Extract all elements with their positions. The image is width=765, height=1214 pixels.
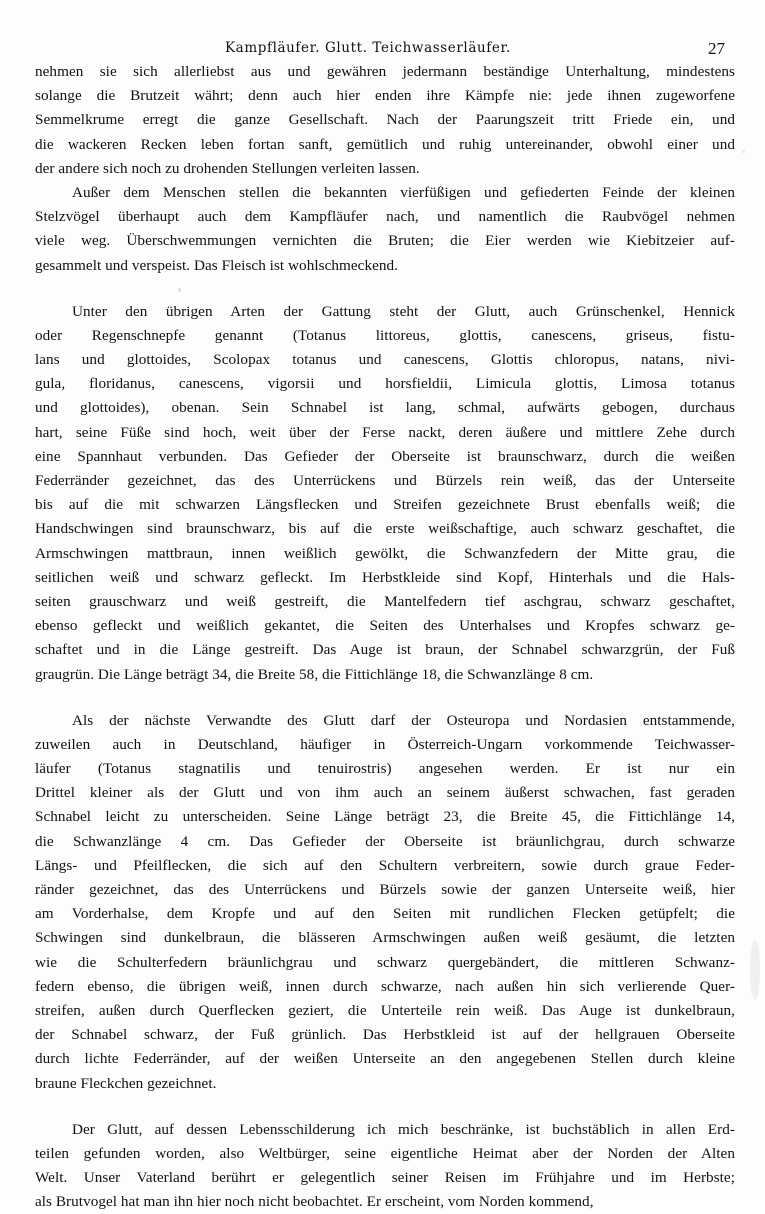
text-line: gula, floridanus, canescens, vigorsii und horsfieldii, Limicula glottis, Limosa totanus xyxy=(35,375,735,393)
paragraph xyxy=(35,300,735,687)
text-line: gesammelt und verspeist. Das Fleisch ist wohlschmeckend. xyxy=(35,256,399,274)
text-line: der andere sich noch zu drohenden Stellungen verleiten lassen. xyxy=(35,159,420,177)
text-line: solange die Brutzeit währt; denn auch hier enden ihre Kämpfe nie: jede ihnen zugeworfene xyxy=(35,87,735,105)
text-line: ränder gezeichnet, das des Unterrückens und Bürzels sowie der ganzen Unterseite weiß, hier xyxy=(35,881,735,898)
text-line: braune Fleckchen gezeichnet. xyxy=(35,1074,217,1092)
running-head: Kampfläufer. Glutt. Teichwasserläufer. xyxy=(225,40,511,56)
text-line: Der Glutt, auf dessen Lebensschilderung ich mich beschränke, ist buchstäblich in allen Erd- xyxy=(72,1120,735,1138)
text-line: Unter den übrigen Arten der Gattung steht der Glutt, auch Grünschenkel, Hennick xyxy=(72,302,735,320)
text-line: Semmelkrume erregt die ganze Gesellschaft. Nach der Paarungszeit tritt Friede ein, und xyxy=(35,111,735,129)
text-line: und glottoides), obenan. Sein Schnabel ist lang, schmal, aufwärts gebogen, durchaus xyxy=(35,399,735,417)
page-number: 27 xyxy=(708,39,725,58)
text-line: Drittel kleiner als der Glutt und von ihm auch an seinem äußerst schwachen, fast geraden xyxy=(35,784,735,802)
text-line: durch lichte Federränder, auf der weißen Unterseite an den angegebenen Stellen durch kleine xyxy=(35,1050,735,1068)
text-line: Schnabel leicht zu unterscheiden. Seine Länge beträgt 23, die Breite 45, die Fittichlänge 14, xyxy=(35,808,735,826)
paragraph xyxy=(35,181,735,278)
text-line: teilen gefunden worden, also Weltbürger, seine eigentliche Heimat aber der Norden der Alten xyxy=(35,1144,735,1162)
text-line: Schwingen sind dunkelbraun, die blässeren Armschwingen außen weiß gesäumt, die letzten xyxy=(35,929,735,947)
body-text xyxy=(35,60,735,1214)
text-line: eine Spannhaut verbunden. Das Gefieder der Oberseite ist braunschwarz, durch die weißen xyxy=(35,447,735,465)
text-line: läufer (Totanus stagnatilis und tenuirostris) angesehen werden. Er ist nur ein xyxy=(35,760,735,778)
text-line: oder Regenschnepfe genannt (Totanus littoreus, glottis, canescens, griseus, fistu- xyxy=(35,326,735,344)
text-line: die Schwanzlänge 4 cm. Das Gefieder der Oberseite ist bräunlichgrau, durch schwarze xyxy=(35,832,735,850)
text-line: nehmen sie sich allerliebst aus und gewähren jedermann beständige Unterhaltung, mindestens xyxy=(35,63,735,80)
text-line: ebenso gefleckt und weißlich gekantet, die Seiten des Unterhalses und Kropfes schwarz ge- xyxy=(35,617,735,635)
scan-speck xyxy=(742,150,745,153)
text-line: als Brutvogel hat man ihn hier noch nicht beobachtet. Er erscheint, vom Norden kommend, xyxy=(35,1193,594,1211)
paragraph-spacer xyxy=(35,1096,735,1118)
text-line: federn ebenso, die übrigen weiß, innen durch schwarze, nach außen hin sich verlierende Quer- xyxy=(35,977,735,995)
text-line: die wackeren Recken leben fortan sanft, gemütlich und ruhig untereinander, obwohl einer und xyxy=(35,135,735,153)
text-line: streifen, außen durch Querflecken geziert, die Unterteile rein weiß. Das Auge ist dunkelbraun, xyxy=(35,1001,735,1019)
text-line: hart, seine Füße sind hoch, weit über der Ferse nackt, deren äußere und mittlere Zehe durch xyxy=(35,423,735,441)
text-line: Armschwingen mattbraun, innen weißlich gewölkt, die Schwanzfedern der Mitte grau, die xyxy=(35,544,735,562)
text-line: am Vorderhalse, dem Kropfe und auf den Seiten mit rundlichen Flecken getüpfelt; die xyxy=(35,905,735,923)
scan-speck xyxy=(750,940,760,1000)
text-line: Handschwingen sind braunschwarz, bis auf die erste weißschaftige, auch schwarz geschaftet, die xyxy=(35,520,735,538)
text-line: viele weg. Überschwemmungen vernichten die Bruten; die Eier werden wie Kiebitzeier auf- xyxy=(35,232,735,250)
paragraph xyxy=(35,709,735,1096)
scan-speck xyxy=(178,288,181,292)
text-line: Federränder gezeichnet, das des Unterrückens und Bürzels rein weiß, das der Unterseite xyxy=(35,472,735,489)
text-line: wie die Schulterfedern bräunlichgrau und schwarz quergebändert, die mittleren Schwanz- xyxy=(35,953,735,971)
text-line: Längs- und Pfeilflecken, die sich auf den Schultern verbreitern, sowie durch graue Feder- xyxy=(35,856,735,874)
text-line: Als der nächste Verwandte des Glutt darf der Osteuropa und Nordasien entstammende, xyxy=(72,711,735,729)
paragraph xyxy=(35,60,735,181)
text-line: seiten grauschwarz und weiß gestreift, die Mantelfedern tief aschgrau, schwarz geschaftet, xyxy=(35,592,735,610)
text-line: bis auf die mit schwarzen Längsflecken und Streifen gezeichnete Brust ebenfalls weiß; die xyxy=(35,496,735,514)
text-line: Stelzvögel überhaupt auch dem Kampfläufer nach, und namentlich die Raubvögel nehmen xyxy=(35,208,735,226)
text-line: Außer dem Menschen stellen die bekannten vierfüßigen und gefiederten Feinde der kleinen xyxy=(72,183,735,201)
text-line: graugrün. Die Länge beträgt 34, die Breite 58, die Fittichlänge 18, die Schwanzlänge 8 cm. xyxy=(35,665,594,683)
text-line: schaftet und in die Länge gestreift. Das Auge ist braun, der Schnabel schwarzgrün, der Fuß xyxy=(35,641,735,659)
text-line: der Schnabel schwarz, der Fuß grünlich. Das Herbstkleid ist auf der hellgrauen Oberseite xyxy=(35,1026,735,1044)
paragraph-spacer xyxy=(35,687,735,709)
text-line: seitlichen weiß und schwarz gefleckt. Im Herbstkleide sind Kopf, Hinterhals und die Hals- xyxy=(35,568,735,586)
text-line: Welt. Unser Vaterland berührt er gelegentlich seiner Reisen im Frühjahre und im Herbste; xyxy=(35,1169,735,1187)
text-line: lans und glottoides, Scolopax totanus und canescens, Glottis chloropus, natans, nivi- xyxy=(35,351,735,369)
text-line: zuweilen auch in Deutschland, häufiger in Österreich-Ungarn vorkommende Teichwasser- xyxy=(35,735,735,753)
paragraph-spacer xyxy=(35,278,735,300)
